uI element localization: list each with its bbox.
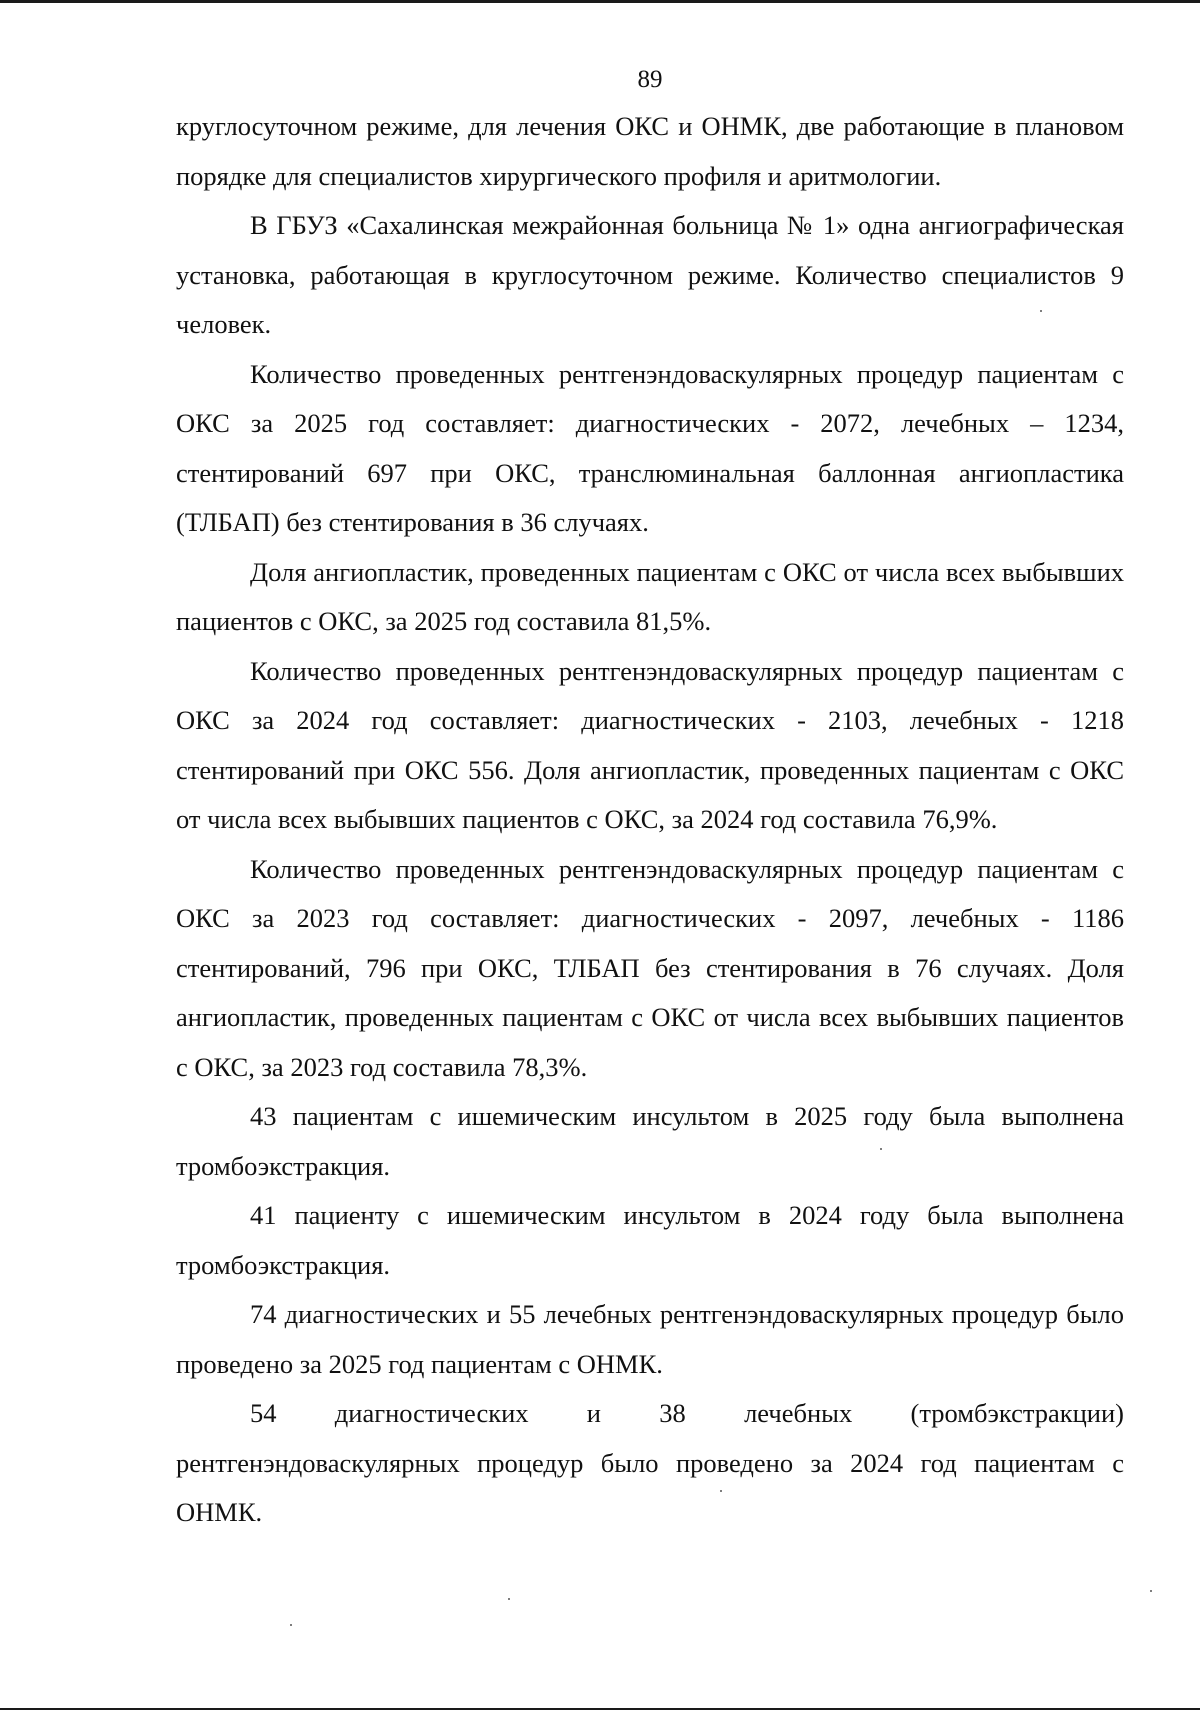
document-body (176, 102, 1124, 1538)
paragraph: 43 пациентам с ишемическим инсультом в 2025 году была выполнена тромбоэкстракция. (176, 1101, 1124, 1181)
paragraph: 54 диагностических и 38 лечебных (тромбэкстракции) рентгенэндоваскулярных процедур было проведено за 2024 год пациентам с ОНМК. (176, 1398, 1124, 1527)
paragraph: Количество проведенных рентгенэндоваскулярных процедур пациентам с ОКС за 2025 год составляет: диагностических - 2072, лечебных – 1234, стентирований 697 при ОКС, транслюминальная баллонная ангиопластика (ТЛБАП) без стентирования в 36 случаях. (176, 358, 1124, 537)
paragraph: Количество проведенных рентгенэндоваскулярных процедур пациентам с ОКС за 2024 год составляет: диагностических - 2103, лечебных - 1218 стентирований при ОКС 556. Доля ангиопластик, проведенных пациентам с ОКС от числа всех выбывших пациентов с ОКС, за 2024 год составила 76,9%. (176, 655, 1124, 834)
scan-speck (290, 1624, 292, 1626)
paragraph: Количество проведенных рентгенэндоваскулярных процедур пациентам с ОКС за 2023 год составляет: диагностических - 2097, лечебных - 1186 стентирований, 796 при ОКС, ТЛБАП без стентирования в 76 случаях. Доля ангиопластик, проведенных пациентам с ОКС от числа всех выбывших пациентов с ОКС, за 2023 год составила 78,3%. (176, 853, 1124, 1082)
paragraph: Доля ангиопластик, проведенных пациентам с ОКС от числа всех выбывших пациентов с ОКС, за 2025 год составила 81,5%. (176, 556, 1124, 636)
paragraph-continuation: круглосуточном режиме, для лечения ОКС и ОНМК, две работающие в плановом порядке для специалистов хирургического профиля и аритмологии. (176, 111, 1124, 191)
scan-edge-top (0, 0, 1200, 3)
scan-speck (880, 1148, 882, 1150)
scan-speck (1150, 1590, 1152, 1592)
scan-edge-bottom (0, 1708, 1200, 1710)
paragraph: В ГБУЗ «Сахалинская межрайонная больница № 1» одна ангиографическая установка, работающая в круглосуточном режиме. Количество специалистов 9 человек. (176, 210, 1124, 339)
scan-speck (720, 1490, 722, 1492)
paragraph: 41 пациенту с ишемическим инсультом в 2024 году была выполнена тромбоэкстракция. (176, 1200, 1124, 1280)
scan-speck (1040, 310, 1042, 312)
scan-speck (508, 1598, 510, 1600)
page-number: 89 (637, 66, 663, 93)
paragraph: 74 диагностических и 55 лечебных рентгенэндоваскулярных процедур было проведено за 2025 год пациентам с ОНМК. (176, 1299, 1124, 1379)
